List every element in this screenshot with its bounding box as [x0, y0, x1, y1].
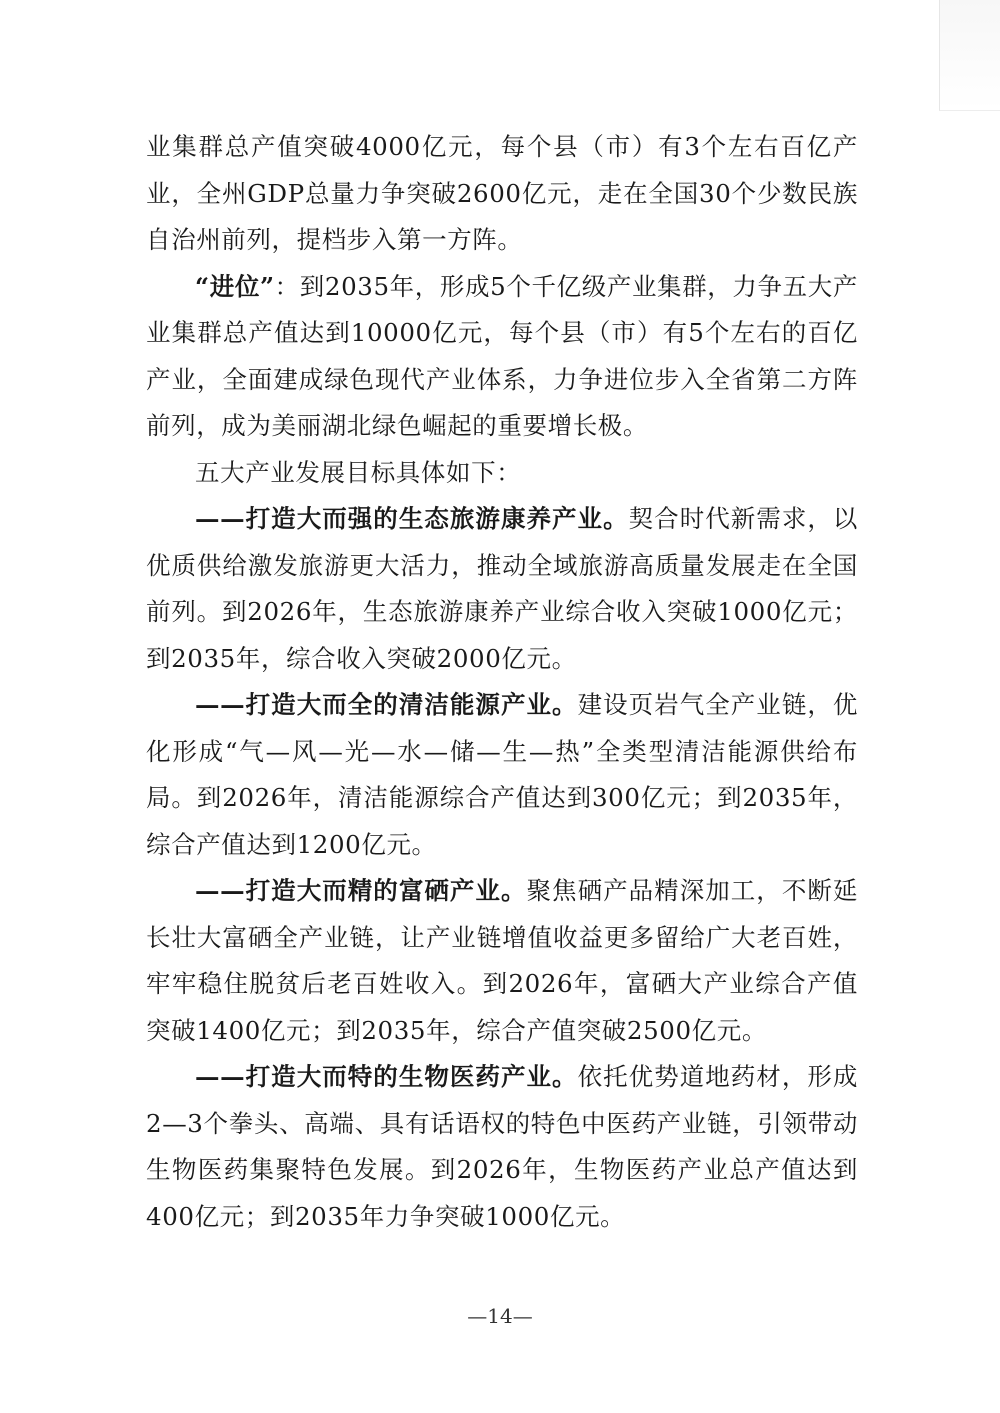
paragraph-lead: ——打造大而特的生物医药产业。: [195, 1062, 578, 1091]
paragraph-intro: [146, 450, 858, 497]
page-number: —14—: [467, 1304, 533, 1328]
body-text: [146, 124, 858, 1240]
page-corner-shadow: [939, 0, 1000, 111]
paragraph-selenium: [146, 868, 858, 1054]
paragraph-lead: ——打造大而强的生态旅游康养产业。: [195, 504, 629, 533]
paragraph-text: 建设页岩气全产业链，优化形成“气—风—光—水—储—生—热”全类型清洁能源供给布局。到2026年，清洁能源综合产值达到300亿元；到2035年，综合产值达到1200亿元。: [146, 690, 858, 859]
paragraph-clean-energy: [146, 682, 858, 868]
paragraph-text: 契合时代新需求，以优质供给激发旅游更大活力，推动全域旅游高质量发展走在全国前列。到2026年，生态旅游康养产业综合收入突破1000亿元；到2035年，综合收入突破2000亿元。: [146, 504, 859, 673]
paragraph-text: ：到2035年，形成5个千亿级产业集群，力争五大产业集群总产值达到10000亿元，每个县（市）有5个左右的百亿产业，全面建成绿色现代产业体系，力争进位步入全省第二方阵前列，成为美丽湖北绿色崛起的重要增长极。: [146, 271, 858, 440]
paragraph-text: 依托优势道地药材，形成2—3个拳头、高端、具有话语权的特色中医药产业链，引领带动生物医药集聚特色发展。到2026年，生物医药产业总产值达到400亿元；到2035年力争突破1000亿元。: [146, 1062, 858, 1231]
paragraph-text: 聚焦硒产品精深加工，不断延长壮大富硒全产业链，让产业链增值收益更多留给广大老百姓，牢牢稳住脱贫后老百姓收入。到2026年，富硒大产业综合产值突破1400亿元；到2035年，综合产值突破2500亿元。: [146, 876, 858, 1045]
paragraph-lead: ——打造大而精的富硒产业。: [195, 876, 527, 905]
paragraph-text: 业集群总产值突破4000亿元，每个县（市）有3个左右百亿产业，全州GDP总量力争突破2600亿元，走在全国30个少数民族自治州前列，提档步入第一方阵。: [146, 132, 858, 254]
paragraph-continuation: [146, 124, 858, 264]
paragraph-lead: “进位”: [195, 271, 275, 301]
paragraph-biomedicine: [146, 1054, 858, 1240]
paragraph-tourism: [146, 496, 858, 682]
paragraph-advance-goal: [146, 264, 858, 450]
paragraph-lead: ——打造大而全的清洁能源产业。: [195, 690, 578, 719]
paragraph-text: 五大产业发展目标具体如下：: [195, 457, 522, 487]
